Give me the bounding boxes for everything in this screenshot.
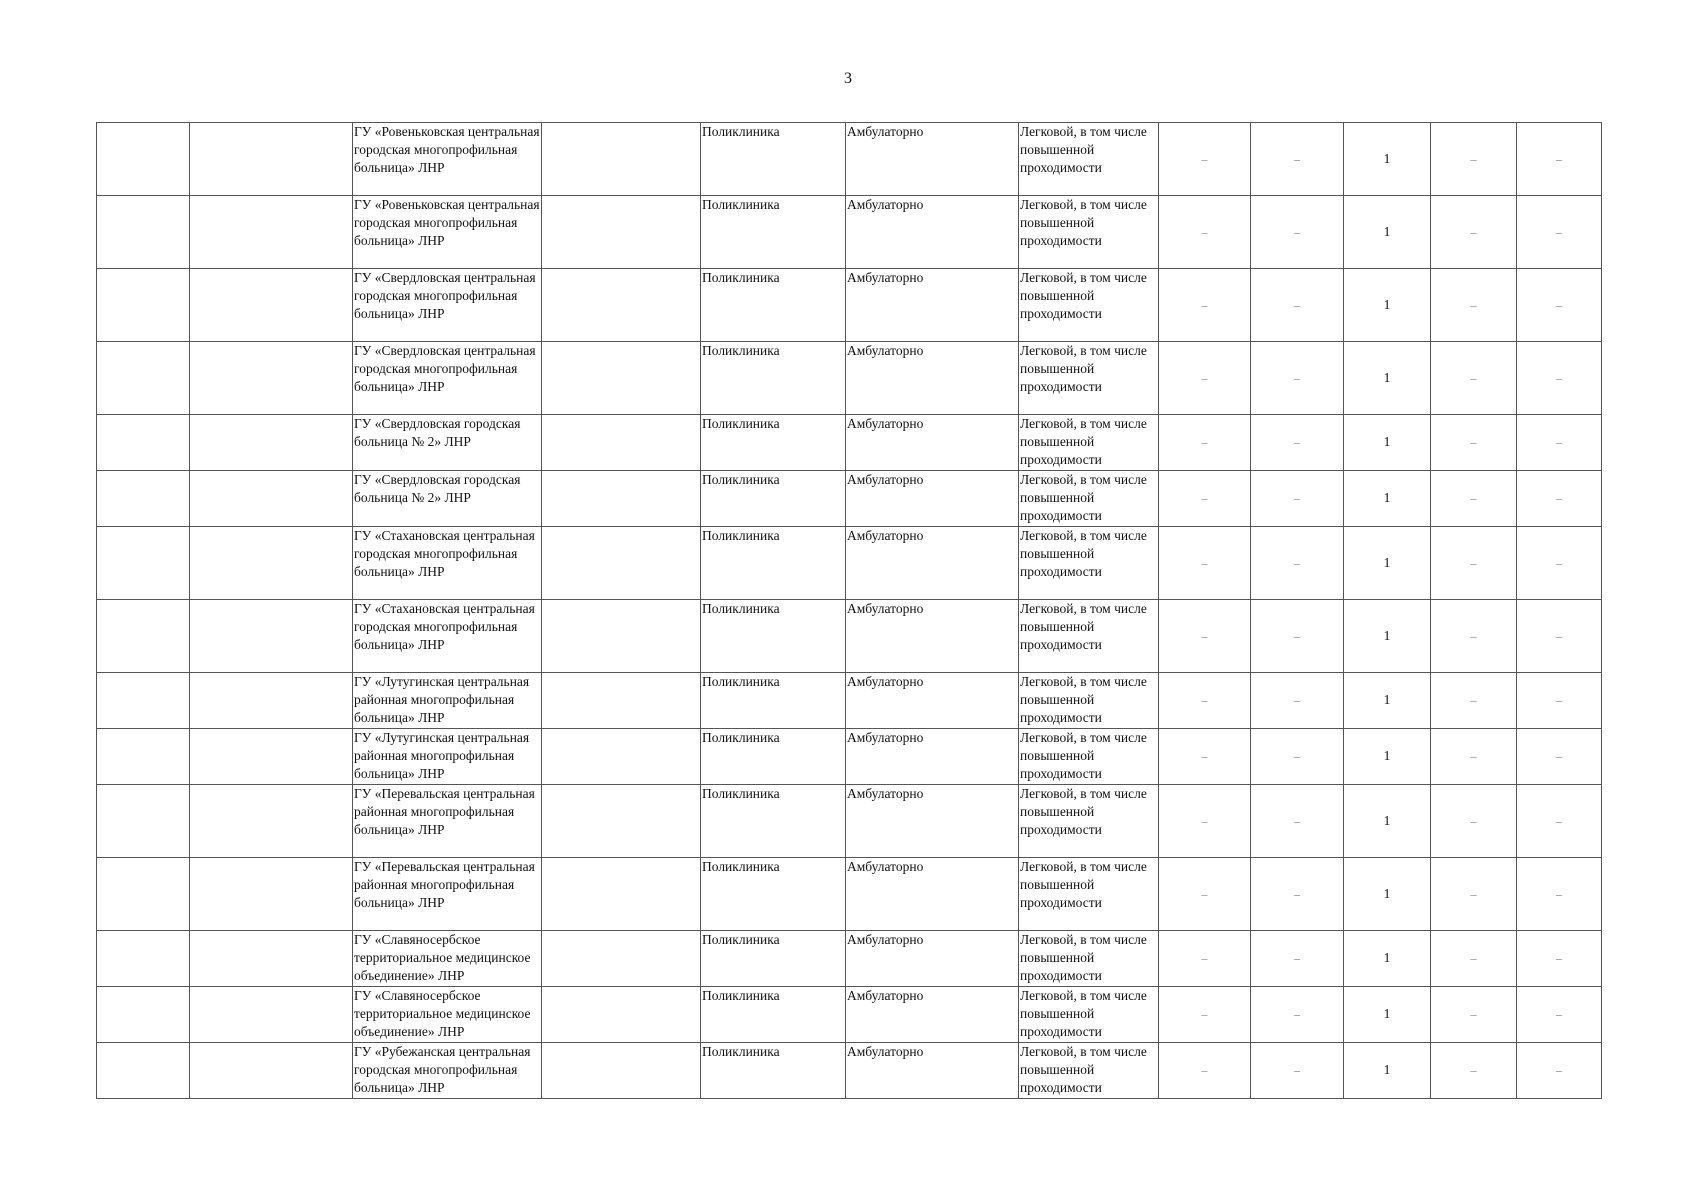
cell-col4 [542, 600, 701, 673]
cell-col1 [97, 471, 190, 527]
care-mode-cell: Амбулаторно [846, 471, 1019, 527]
organization-cell: ГУ «Свердловская городская больница № 2» ЛНР [353, 471, 542, 527]
cell-col2 [190, 986, 353, 1042]
count-cell: 1 [1344, 471, 1431, 527]
cell-col2 [190, 471, 353, 527]
cell-col1 [97, 1042, 190, 1098]
care-mode-cell: Амбулаторно [846, 1042, 1019, 1098]
cell-col4 [542, 123, 701, 196]
cell-col1 [97, 196, 190, 269]
organization-cell: ГУ «Перевальская центральная районная многопрофильная больница» ЛНР [353, 857, 542, 930]
organization-cell: ГУ «Лутугинская центральная районная многопрофильная больница» ЛНР [353, 673, 542, 729]
vehicle-type-cell: Легковой, в том числе повышенной проходимости [1019, 415, 1159, 471]
organization-cell: ГУ «Ровеньковская центральная городская многопрофильная больница» ЛНР [353, 123, 542, 196]
vehicle-type-cell: Легковой, в том числе повышенной проходимости [1019, 930, 1159, 986]
care-mode-cell: Амбулаторно [846, 930, 1019, 986]
vehicle-type-cell: Легковой, в том числе повышенной проходимости [1019, 784, 1159, 857]
table-row [97, 527, 1602, 600]
value-cell-5: – [1517, 600, 1602, 673]
organization-cell: ГУ «Лутугинская центральная районная многопрофильная больница» ЛНР [353, 728, 542, 784]
care-mode-cell: Амбулаторно [846, 527, 1019, 600]
vehicle-type-cell: Легковой, в том числе повышенной проходимости [1019, 728, 1159, 784]
cell-col1 [97, 269, 190, 342]
table-row [97, 269, 1602, 342]
cell-col2 [190, 123, 353, 196]
vehicle-type-cell: Легковой, в том числе повышенной проходимости [1019, 527, 1159, 600]
cell-col4 [542, 1042, 701, 1098]
value-cell-1: – [1159, 728, 1251, 784]
value-cell-2: – [1251, 196, 1344, 269]
value-cell-2: – [1251, 123, 1344, 196]
table-row [97, 986, 1602, 1042]
value-cell-4: – [1431, 986, 1517, 1042]
value-cell-4: – [1431, 600, 1517, 673]
cell-col2 [190, 196, 353, 269]
cell-col1 [97, 527, 190, 600]
count-cell: 1 [1344, 784, 1431, 857]
care-mode-cell: Амбулаторно [846, 269, 1019, 342]
care-mode-cell: Амбулаторно [846, 196, 1019, 269]
page-number: 3 [844, 70, 852, 87]
value-cell-1: – [1159, 673, 1251, 729]
care-mode-cell: Амбулаторно [846, 857, 1019, 930]
value-cell-4: – [1431, 342, 1517, 415]
value-cell-5: – [1517, 527, 1602, 600]
value-cell-5: – [1517, 930, 1602, 986]
organization-cell: ГУ «Славяносербское территориальное медицинское объединение» ЛНР [353, 930, 542, 986]
unit-cell: Поликлиника [701, 269, 846, 342]
organization-cell: ГУ «Рубежанская центральная городская многопрофильная больница» ЛНР [353, 1042, 542, 1098]
value-cell-1: – [1159, 1042, 1251, 1098]
table-row [97, 728, 1602, 784]
organization-cell: ГУ «Свердловская центральная городская многопрофильная больница» ЛНР [353, 342, 542, 415]
count-cell: 1 [1344, 600, 1431, 673]
value-cell-2: – [1251, 415, 1344, 471]
value-cell-4: – [1431, 269, 1517, 342]
value-cell-5: – [1517, 784, 1602, 857]
value-cell-4: – [1431, 857, 1517, 930]
value-cell-5: – [1517, 986, 1602, 1042]
care-mode-cell: Амбулаторно [846, 673, 1019, 729]
cell-col4 [542, 471, 701, 527]
value-cell-2: – [1251, 269, 1344, 342]
table-row [97, 673, 1602, 729]
table-body [97, 123, 1602, 1099]
unit-cell: Поликлиника [701, 415, 846, 471]
value-cell-2: – [1251, 1042, 1344, 1098]
value-cell-5: – [1517, 342, 1602, 415]
vehicle-type-cell: Легковой, в том числе повышенной проходимости [1019, 673, 1159, 729]
value-cell-2: – [1251, 728, 1344, 784]
count-cell: 1 [1344, 857, 1431, 930]
table-row [97, 471, 1602, 527]
cell-col2 [190, 269, 353, 342]
unit-cell: Поликлиника [701, 471, 846, 527]
cell-col2 [190, 930, 353, 986]
organization-cell: ГУ «Славяносербское территориальное медицинское объединение» ЛНР [353, 986, 542, 1042]
value-cell-1: – [1159, 930, 1251, 986]
unit-cell: Поликлиника [701, 123, 846, 196]
value-cell-4: – [1431, 673, 1517, 729]
count-cell: 1 [1344, 123, 1431, 196]
value-cell-4: – [1431, 415, 1517, 471]
value-cell-4: – [1431, 196, 1517, 269]
value-cell-1: – [1159, 857, 1251, 930]
value-cell-1: – [1159, 123, 1251, 196]
value-cell-2: – [1251, 784, 1344, 857]
value-cell-1: – [1159, 196, 1251, 269]
value-cell-1: – [1159, 527, 1251, 600]
cell-col1 [97, 415, 190, 471]
cell-col1 [97, 784, 190, 857]
value-cell-1: – [1159, 986, 1251, 1042]
organization-cell: ГУ «Стахановская центральная городская многопрофильная больница» ЛНР [353, 527, 542, 600]
unit-cell: Поликлиника [701, 784, 846, 857]
cell-col1 [97, 600, 190, 673]
vehicle-type-cell: Легковой, в том числе повышенной проходимости [1019, 269, 1159, 342]
value-cell-2: – [1251, 342, 1344, 415]
value-cell-5: – [1517, 415, 1602, 471]
unit-cell: Поликлиника [701, 600, 846, 673]
count-cell: 1 [1344, 527, 1431, 600]
care-mode-cell: Амбулаторно [846, 600, 1019, 673]
unit-cell: Поликлиника [701, 527, 846, 600]
cell-col2 [190, 673, 353, 729]
count-cell: 1 [1344, 673, 1431, 729]
table-row [97, 784, 1602, 857]
vehicle-type-cell: Легковой, в том числе повышенной проходимости [1019, 471, 1159, 527]
cell-col1 [97, 986, 190, 1042]
cell-col4 [542, 673, 701, 729]
unit-cell: Поликлиника [701, 342, 846, 415]
cell-col4 [542, 784, 701, 857]
value-cell-1: – [1159, 471, 1251, 527]
value-cell-2: – [1251, 527, 1344, 600]
table-row [97, 930, 1602, 986]
care-mode-cell: Амбулаторно [846, 342, 1019, 415]
value-cell-1: – [1159, 784, 1251, 857]
cell-col2 [190, 527, 353, 600]
unit-cell: Поликлиника [701, 930, 846, 986]
unit-cell: Поликлиника [701, 986, 846, 1042]
value-cell-4: – [1431, 1042, 1517, 1098]
cell-col2 [190, 857, 353, 930]
unit-cell: Поликлиника [701, 728, 846, 784]
table-row [97, 123, 1602, 196]
value-cell-5: – [1517, 471, 1602, 527]
value-cell-5: – [1517, 123, 1602, 196]
cell-col2 [190, 784, 353, 857]
value-cell-2: – [1251, 673, 1344, 729]
value-cell-1: – [1159, 342, 1251, 415]
value-cell-4: – [1431, 527, 1517, 600]
count-cell: 1 [1344, 342, 1431, 415]
vehicle-type-cell: Легковой, в том числе повышенной проходимости [1019, 857, 1159, 930]
unit-cell: Поликлиника [701, 857, 846, 930]
table-row [97, 600, 1602, 673]
cell-col2 [190, 415, 353, 471]
cell-col4 [542, 196, 701, 269]
count-cell: 1 [1344, 728, 1431, 784]
cell-col1 [97, 857, 190, 930]
value-cell-1: – [1159, 600, 1251, 673]
count-cell: 1 [1344, 415, 1431, 471]
cell-col1 [97, 728, 190, 784]
cell-col2 [190, 728, 353, 784]
table-row [97, 342, 1602, 415]
count-cell: 1 [1344, 269, 1431, 342]
organization-cell: ГУ «Свердловская городская больница № 2» ЛНР [353, 415, 542, 471]
table-row [97, 415, 1602, 471]
value-cell-2: – [1251, 857, 1344, 930]
count-cell: 1 [1344, 986, 1431, 1042]
unit-cell: Поликлиника [701, 1042, 846, 1098]
care-mode-cell: Амбулаторно [846, 986, 1019, 1042]
cell-col1 [97, 123, 190, 196]
value-cell-5: – [1517, 673, 1602, 729]
vehicle-type-cell: Легковой, в том числе повышенной проходимости [1019, 1042, 1159, 1098]
count-cell: 1 [1344, 930, 1431, 986]
cell-col1 [97, 930, 190, 986]
cell-col1 [97, 673, 190, 729]
value-cell-4: – [1431, 728, 1517, 784]
cell-col4 [542, 269, 701, 342]
count-cell: 1 [1344, 1042, 1431, 1098]
cell-col4 [542, 930, 701, 986]
table-row [97, 857, 1602, 930]
value-cell-5: – [1517, 728, 1602, 784]
table-row [97, 1042, 1602, 1098]
care-mode-cell: Амбулаторно [846, 123, 1019, 196]
cell-col2 [190, 600, 353, 673]
vehicle-type-cell: Легковой, в том числе повышенной проходимости [1019, 123, 1159, 196]
count-cell: 1 [1344, 196, 1431, 269]
organization-cell: ГУ «Стахановская центральная городская многопрофильная больница» ЛНР [353, 600, 542, 673]
value-cell-2: – [1251, 471, 1344, 527]
value-cell-2: – [1251, 930, 1344, 986]
vehicle-type-cell: Легковой, в том числе повышенной проходимости [1019, 600, 1159, 673]
cell-col4 [542, 342, 701, 415]
cell-col1 [97, 342, 190, 415]
unit-cell: Поликлиника [701, 196, 846, 269]
vehicle-allocation-table [96, 122, 1602, 1099]
vehicle-type-cell: Легковой, в том числе повышенной проходимости [1019, 986, 1159, 1042]
vehicle-type-cell: Легковой, в том числе повышенной проходимости [1019, 196, 1159, 269]
value-cell-1: – [1159, 269, 1251, 342]
value-cell-5: – [1517, 1042, 1602, 1098]
value-cell-2: – [1251, 600, 1344, 673]
value-cell-4: – [1431, 784, 1517, 857]
value-cell-5: – [1517, 196, 1602, 269]
value-cell-2: – [1251, 986, 1344, 1042]
care-mode-cell: Амбулаторно [846, 728, 1019, 784]
value-cell-1: – [1159, 415, 1251, 471]
cell-col4 [542, 728, 701, 784]
cell-col4 [542, 857, 701, 930]
care-mode-cell: Амбулаторно [846, 415, 1019, 471]
cell-col2 [190, 1042, 353, 1098]
cell-col2 [190, 342, 353, 415]
cell-col4 [542, 986, 701, 1042]
value-cell-4: – [1431, 123, 1517, 196]
table-row [97, 196, 1602, 269]
organization-cell: ГУ «Свердловская центральная городская многопрофильная больница» ЛНР [353, 269, 542, 342]
organization-cell: ГУ «Ровеньковская центральная городская многопрофильная больница» ЛНР [353, 196, 542, 269]
cell-col4 [542, 415, 701, 471]
cell-col4 [542, 527, 701, 600]
unit-cell: Поликлиника [701, 673, 846, 729]
care-mode-cell: Амбулаторно [846, 784, 1019, 857]
value-cell-4: – [1431, 930, 1517, 986]
vehicle-type-cell: Легковой, в том числе повышенной проходимости [1019, 342, 1159, 415]
value-cell-5: – [1517, 857, 1602, 930]
value-cell-5: – [1517, 269, 1602, 342]
organization-cell: ГУ «Перевальская центральная районная многопрофильная больница» ЛНР [353, 784, 542, 857]
value-cell-4: – [1431, 471, 1517, 527]
